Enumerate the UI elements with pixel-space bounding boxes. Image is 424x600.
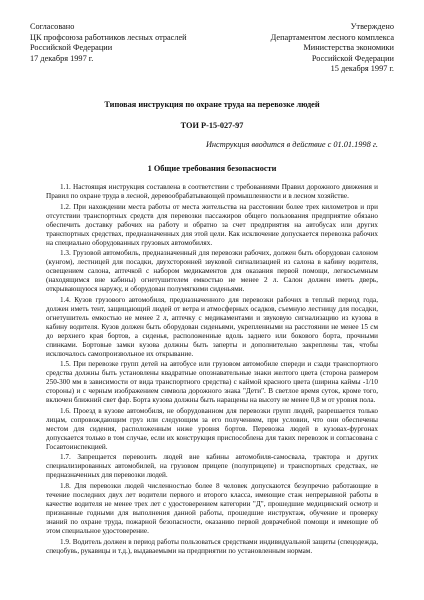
effective-date: Инструкция вводится в действие с 01.01.1998 г.: [205, 140, 378, 149]
document-number: ТОИ Р-15-027-97: [180, 121, 244, 130]
approval-block: [30, 22, 394, 82]
paragraph: 1.8. Для перевозки людей численностью более 8 человек допускаются безупречно работающие в течение последних двух лет водители первого и второго класса, имеющие стаж непрерывной работы в качестве водителя не менее трех лет с удостоверением категории "Д", прошедшие медицинский осмотр и признанные годными для выполнения данной работы, прошедшие инструктаж, обучение и проверку знаний по охране труда, пожарной безопасности, оказанию первой доврачебной помощи и имеющие об этом специальное удостоверение.: [46, 482, 378, 536]
paragraph: 1.6. Проезд в кузове автомобиля, не оборудованном для перевозки групп людей, разрешается только лицам, сопровождающим груз или следующим за его получением, при условии, что они обеспечены местом для сидения, расположенным ниже уровня бортов. Перевозка людей в кузовах-фургонах допускается только в том случае, если их конструкция приспособлена для таких перевозок и согласована с Госавтоинспекцией.: [46, 406, 378, 451]
paragraph: 1.4. Кузов грузового автомобиля, предназначенного для перевозки рабочих в теплый период года, должен иметь тент, защищающий людей от ветра и атмосферных осадков, съемную лестницу для посадки, огнетушитель емкостью не менее 2 л, аптечку с медикаментами и звуковую сигнализацию из кузова в кабину водителя. Кузов должен быть оборудован сиденьями, укрепленными на расстоянии не менее 15 см до верхнего края бортов, а сиденья, расположенные вдоль заднего или бокового борта, прочными спинками. Бортовые замки кузова должны быть заперты и дополнительно закреплены так, чтобы исключалось самопроизвольное их открывание.: [46, 295, 378, 358]
approved-line: Департаментом лесного комплекса: [270, 32, 394, 42]
paragraph: 1.2. При нахождении места работы от места жительства на расстоянии более трех километров и при отсутствии транспортных средств для перевозки пассажиров общего пользования предприятие обязано обеспечить доставку рабочих на работу и обратно за счет предприятия на автобусах или других транспортных средствах, предназначенных для этой цели. Как исключение допускается перевозка рабочих на специально оборудованных грузовых автомобилях.: [46, 202, 378, 247]
paragraph: 1.1. Настоящая инструкция составлена в соответствии с требованиями Правил дорожного движения и Правил по охране труда в лесной, деревообрабатывающей промышленности и в лесном хозяйстве.: [46, 183, 378, 201]
agreed-line: Российской Федерации: [30, 43, 113, 53]
document-body: [46, 183, 378, 557]
paragraph: 1.3. Грузовой автомобиль, предназначенный для перевозки рабочих, должен быть оборудован салоном (кунгом), лестницей для посадки, двухсторонней звуковой сигнализацией из салона в кабину водителя, освещением салона, аптечкой с набором медикаментов для оказания первой помощи, легкосъемным (находящимся вне кабины) огнетушителем емкостью не менее 2 л. Салон должен иметь дверь, открывающуюся наружу, и оборудован полумягкими сиденьями.: [46, 249, 378, 294]
approved-line: Министерства экономики: [303, 43, 394, 53]
agreed-block: [30, 22, 187, 64]
approved-line: 15 декабря 1997 г.: [330, 64, 394, 74]
agreed-line: 17 декабря 1997 г.: [30, 53, 94, 63]
document-title: Типовая инструкция по охране труда на перевозке людей: [104, 100, 320, 109]
approved-block: [271, 22, 394, 75]
approved-line: Российской Федерации: [311, 53, 394, 63]
approved-line: Утверждено: [350, 22, 394, 31]
paragraph: 1.7. Запрещается перевозить людей вне кабины автомобиля-самосвала, трактора и других специализированных автомобилей, на грузовом прицепе (полуприцепе) и транспортных средствах, не предназначенных для перевозки людей.: [46, 453, 378, 480]
agreed-line: ЦК профсоюза работников лесных отраслей: [30, 32, 187, 42]
agreed-line: Согласовано: [30, 22, 75, 31]
paragraph: 1.9. Водитель должен в период работы пользоваться средствами индивидуальной защиты (спецодежда, спецобувь, рукавицы и т.д.), выдаваемыми на предприятии по установленным нормам.: [46, 537, 378, 555]
section-title: 1 Общие требования безопасности: [147, 164, 277, 173]
paragraph: 1.5. При перевозке групп детей на автобусе или грузовом автомобиле спереди и сзади транспортного средства должны быть установлены квадратные опознавательные знаки желтого цвета (сторона размером 250-300 мм в зависимости от вида транспортного средства) с каймой красного цвета (ширина каймы -1/10 стороны) и с черным изображением символа дорожного знака "Дети". В светлое время суток, кроме того, включен ближний свет фар. Борта кузова должны быть наращены на высоту не менее 0,8 м от уровня пола.: [46, 360, 378, 405]
